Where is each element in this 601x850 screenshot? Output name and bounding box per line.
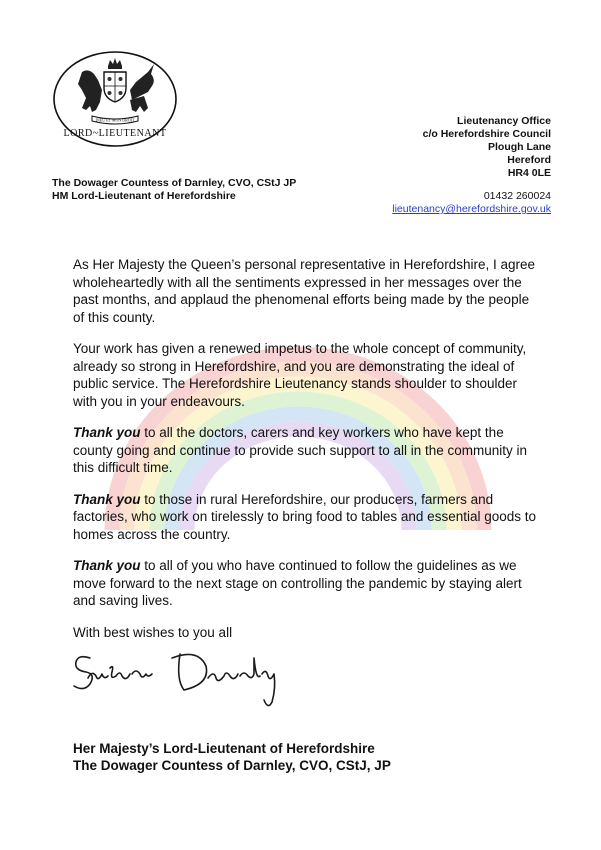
office-address [423, 115, 551, 180]
address-line-town: Hereford [507, 154, 551, 166]
crest-label: LORD~LIEUTENANT [63, 128, 167, 139]
address-line-office: Lieutenancy Office [457, 115, 551, 127]
thank-you-emphasis: Thank you [73, 491, 141, 507]
sign-off-name: The Dowager Countess of Darnley, CVO, CStJ, JP [73, 757, 391, 773]
sender-block [52, 177, 296, 203]
closing-line: With best wishes to you all [73, 624, 233, 640]
paragraph-5 [73, 557, 543, 610]
sign-off-title: Her Majesty’s Lord-Lieutenant of Herefordshire [73, 741, 375, 756]
email-link[interactable]: lieutenancy@herefordshire.gov.uk [392, 203, 551, 215]
address-line-postcode: HR4 0LE [507, 167, 551, 179]
paragraph-3-text: to all the doctors, carers and key workers who have kept the county going and continue to provide such support to all in the community in this difficult time. [73, 425, 528, 475]
paragraph-3 [73, 424, 543, 477]
contact-block [392, 190, 551, 216]
phone-number: 01432 260024 [483, 190, 551, 202]
sign-off-block [73, 741, 391, 774]
address-line-street: Plough Lane [488, 141, 551, 153]
paragraph-2: Your work has given a renewed impetus to the whole concept of community, already so strong in Herefordshire, and you are demonstrating the ideal of public service. The Herefordshire Lieutenancy stands shoulder to shoulder with you in your endeavours. [73, 341, 527, 409]
paragraph-4-text: to those in rural Herefordshire, our producers, farmers and factories, who work on tirelessly to bring food to tables and essential goods to homes across the country. [73, 491, 537, 542]
crest-motto-text: DIEU ET MON DROIT [95, 117, 135, 123]
address-line-council: c/o Herefordshire Council [422, 128, 551, 140]
sender-title: HM Lord-Lieutenant of Herefordshire [52, 190, 236, 202]
thank-you-emphasis: Thank you [73, 558, 141, 573]
thank-you-emphasis: Thank you [73, 425, 141, 440]
paragraph-5-text: to all of you who have continued to follow the guidelines as we move forward to the next stage on controlling the pandemic by staying alert and saving lives. [73, 558, 522, 608]
handwritten-signature [68, 640, 288, 710]
sender-name: The Dowager Countess of Darnley, CVO, CStJ JP [52, 177, 297, 189]
paragraph-1: As Her Majesty the Queen’s personal representative in Herefordshire, I agree wholeheartedly with all the sentiments expressed in her messages over the past months, and applaud the phenomenal efforts being made by the people of this county. [73, 257, 535, 325]
letter-body [73, 256, 543, 655]
paragraph-4 [73, 491, 543, 544]
